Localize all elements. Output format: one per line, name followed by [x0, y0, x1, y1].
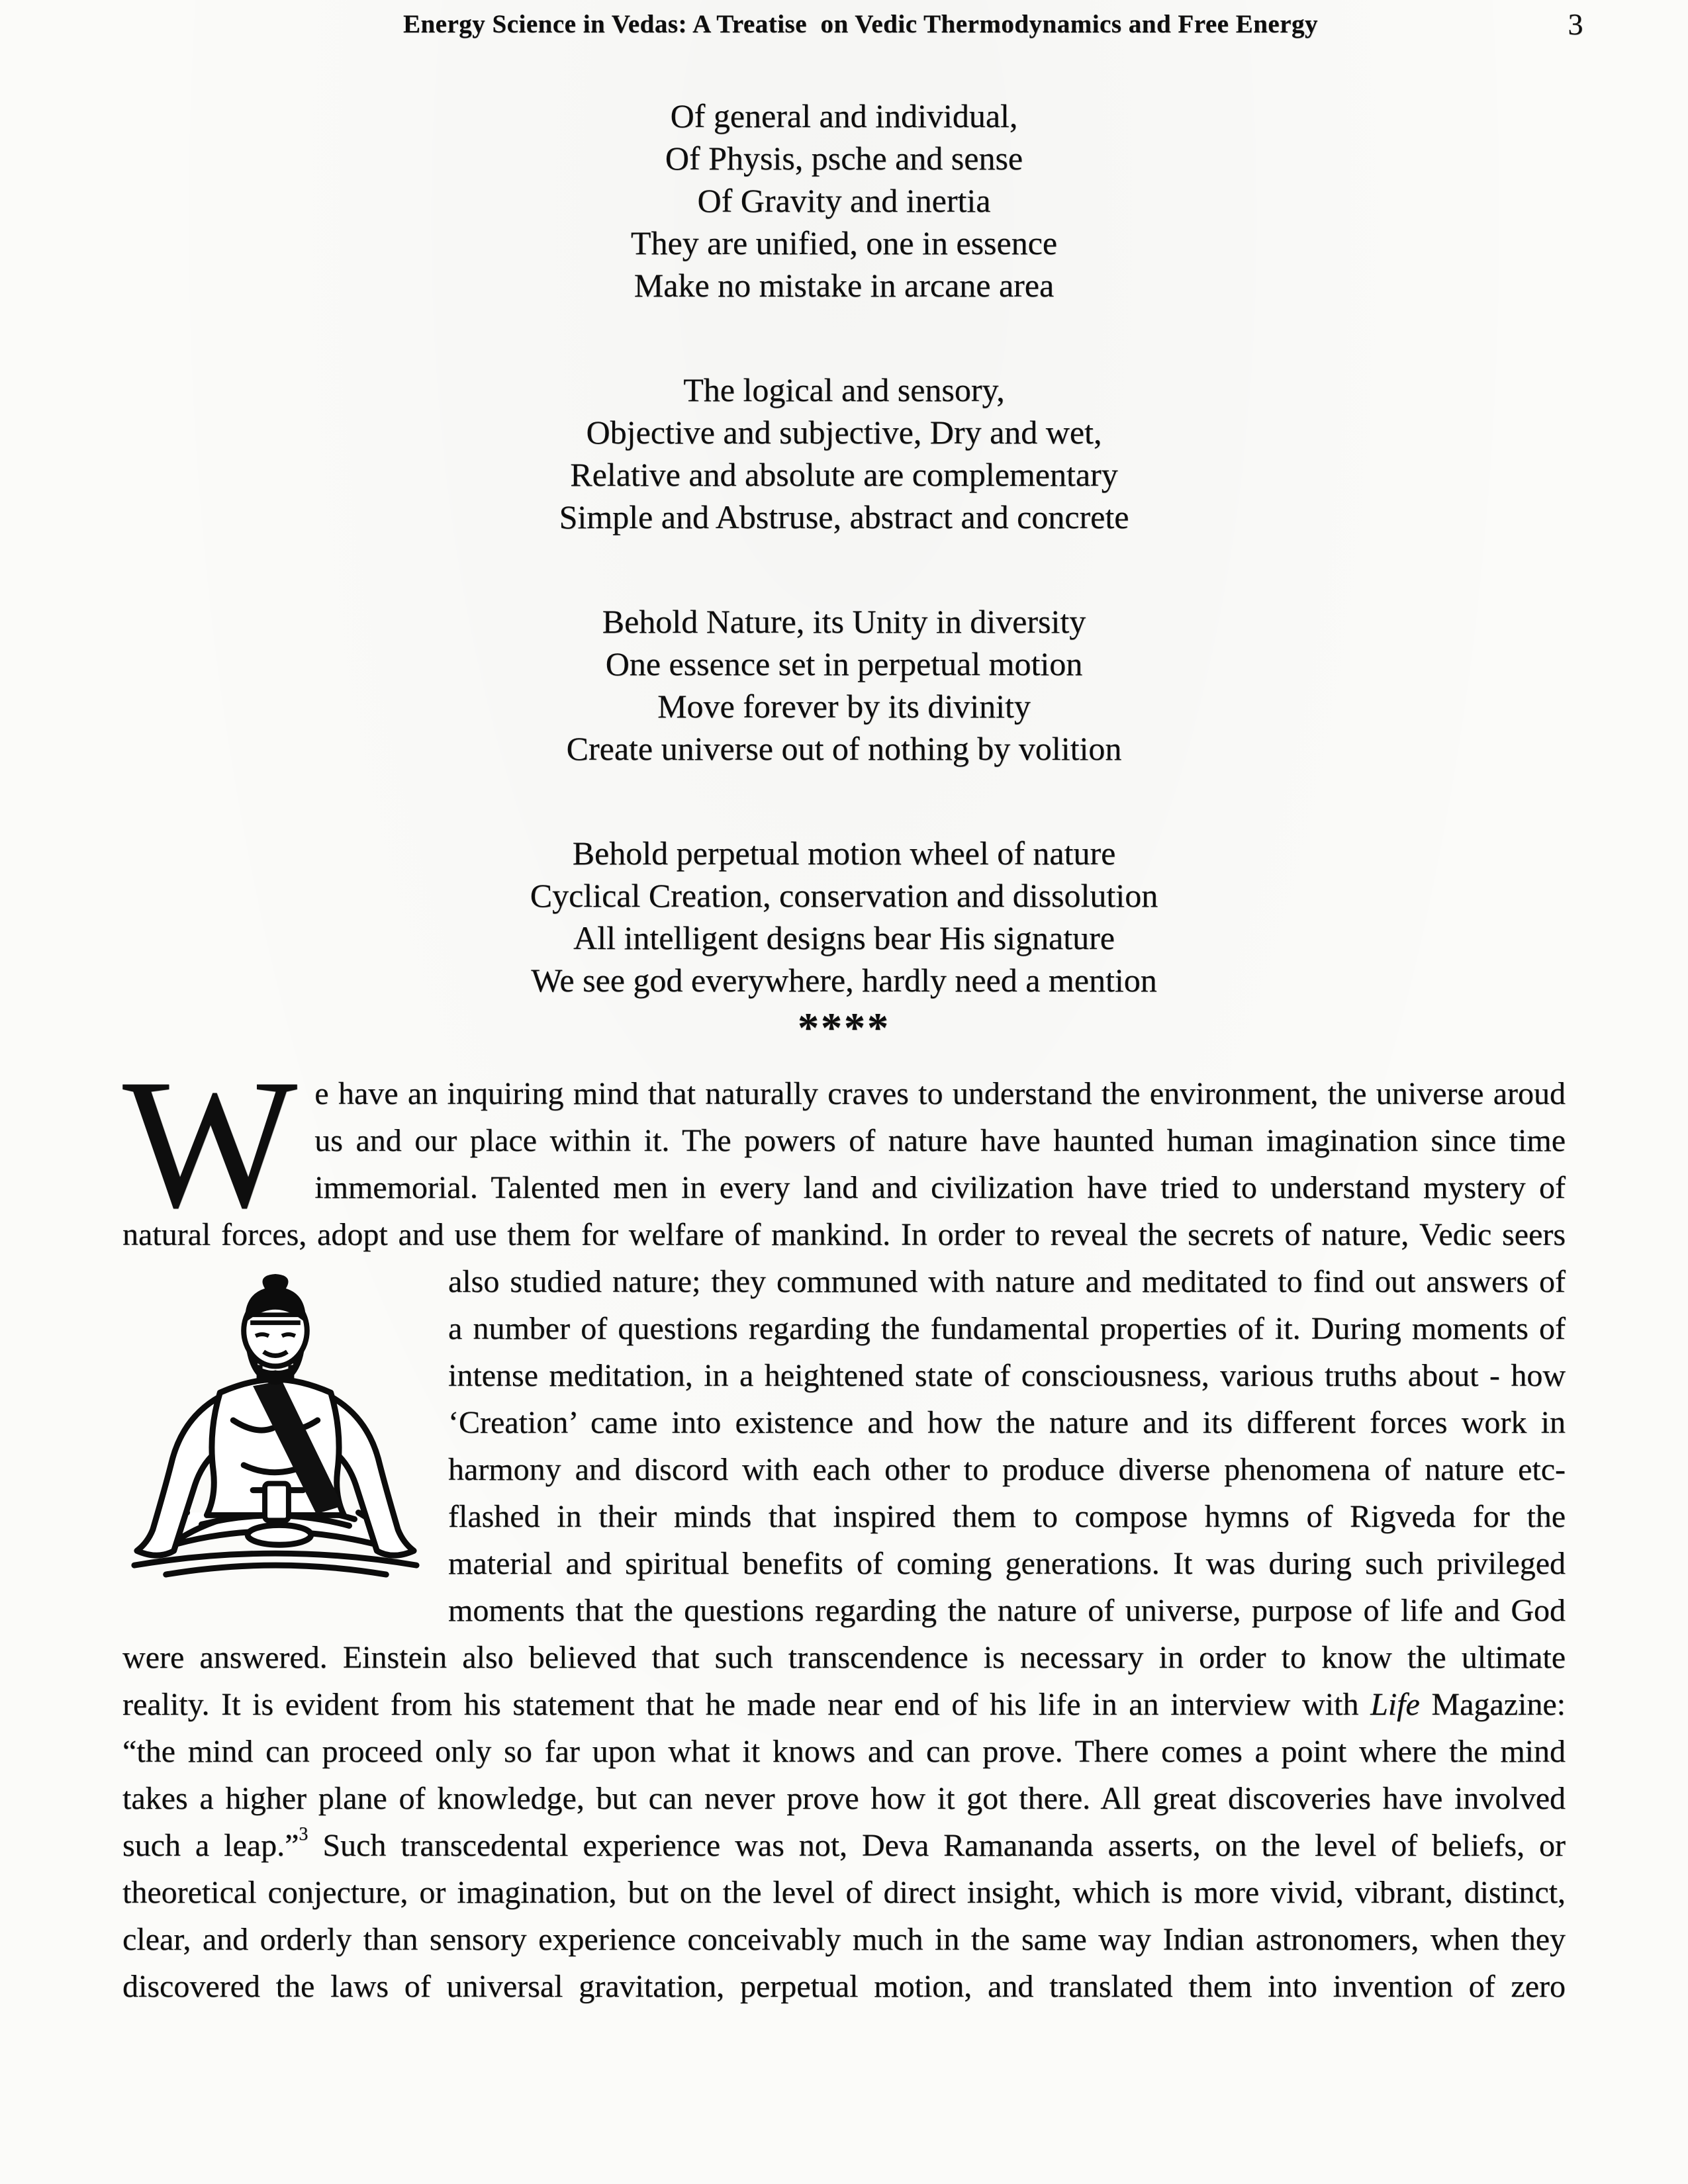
footnote-marker: 3	[299, 1824, 308, 1844]
paragraph-rest: Such transcedental experience was not, Deva Ramananda asserts, on the level of beliefs, or theoretical conjecture, or imagination, but on the level of direct insight, which is more vivid, vibrant, distinct, clear, and orderly than sensory experience conceivably much in the same way Indian astronomers, when they discovered the laws of universal gravitation, perpetual motion, and translated them into invention of zero	[122, 1828, 1566, 2004]
poem-line: We see god everywhere, hardly need a mention	[531, 962, 1157, 999]
page-number: 3	[1568, 7, 1583, 41]
poem-line: Of Gravity and inertia	[697, 182, 991, 219]
magazine-title: Life	[1370, 1687, 1420, 1722]
poem-line: Objective and subjective, Dry and wet,	[586, 414, 1102, 451]
meditating-sage-illustration	[122, 1267, 428, 1584]
poem-line: Behold Nature, its Unity in diversity	[602, 603, 1086, 640]
poem-line: The logical and sensory,	[683, 371, 1005, 408]
paragraph-wrap-text: Vedic seers also studied nature; they communed with nature and meditated to find out answers of a number of questions regarding the fundamental properties of it. During moments of intense meditation, in a heightened state of consciousness, various truths about - how ‘Creation’ came into existence and how the nature and its different forces work in harmony and discord with each other to produce diverse phenomena of nature etc- flashed in their minds that inspired them to compose hymns of Rigveda for the material and spiritual benefits of coming generations. It was during such privileged moments that the questions regarding the nature of universe, purpose of life and God were answered. Einstein also believed that such transcendence is necessary in order to know the ultimate reality. It is evident from his statement that he made near end of his life in an interview with	[122, 1217, 1566, 1722]
dropcap-w: W	[122, 1040, 298, 1246]
poem-stanza	[0, 600, 1688, 770]
paragraph-quote: Magazine: “the mind can proceed only so far upon what it knows and can prove. There comes a point where the mind takes a higher plane of knowledge, but can never prove how it got there. All great discoveries have involved such a leap.”	[122, 1687, 1566, 1863]
poem-line: Cyclical Creation, conservation and dissolution	[530, 877, 1158, 914]
poem-stanza	[0, 95, 1688, 306]
section-separator: ****	[798, 1004, 890, 1051]
poem-line: Of Physis, psche and sense	[665, 140, 1023, 177]
poem	[0, 95, 1688, 1001]
poem-line: All intelligent designs bear His signature	[573, 919, 1115, 956]
poem-line: One essence set in perpetual motion	[605, 645, 1083, 682]
poem-line: Create universe out of nothing by volition	[566, 730, 1122, 767]
article	[0, 1040, 1688, 2010]
page-header	[0, 0, 1688, 39]
poem-stanza	[0, 369, 1688, 538]
poem-line: Move forever by its divinity	[657, 688, 1031, 725]
running-title: Energy Science in Vedas: A Treatise on Vedic Thermodynamics and Free Energy	[402, 10, 1319, 38]
body-paragraph	[122, 1040, 1566, 2010]
poem-line: Relative and absolute are complementary	[570, 456, 1118, 493]
paragraph-intro: e have an inquiring mind that naturally craves to understand the environment, the universe aroud us and our place within it. The powers of nature have haunted human imagination since time immemorial. Talented men in every land and civilization have tried to understand mystery of natural forces, adopt and use them for welfare of mankind. In order to reveal the secrets of nature,	[122, 1076, 1566, 1252]
meditating-sage-drawing	[122, 1267, 428, 1584]
poem-line: They are unified, one in essence	[630, 224, 1058, 261]
poem-stanza	[0, 832, 1688, 1001]
poem-line: Simple and Abstruse, abstract and concrete	[559, 498, 1129, 535]
poem-line: Make no mistake in arcane area	[633, 267, 1055, 304]
poem-line: Behold perpetual motion wheel of nature	[572, 835, 1116, 872]
poem-line: Of general and individual,	[670, 97, 1018, 134]
